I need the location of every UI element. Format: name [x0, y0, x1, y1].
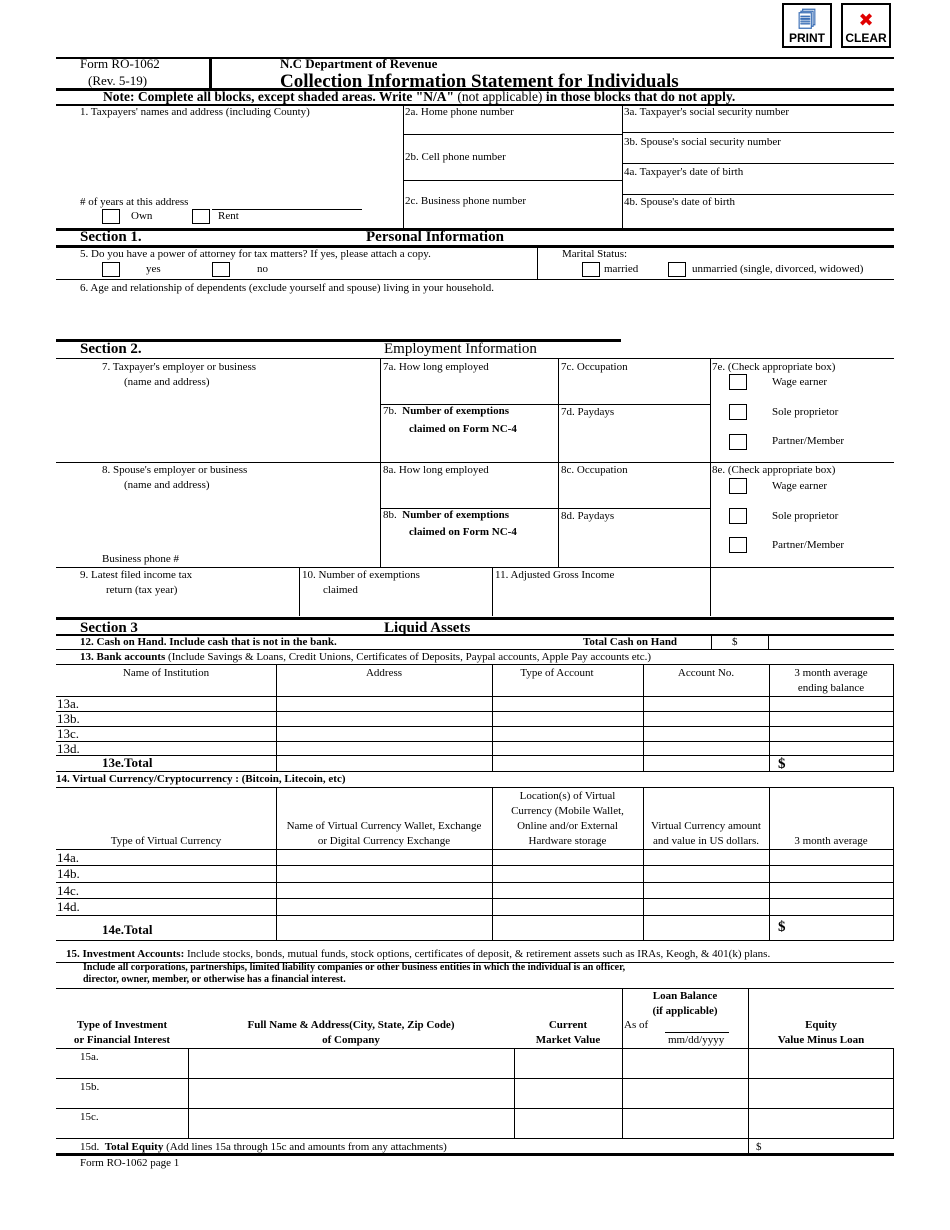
vc-row-label: 14c. [57, 883, 80, 898]
total-cash-label: Total Cash on Hand [583, 636, 678, 648]
spouse-ssn-label: 3b. Spouse's social security number [624, 136, 781, 148]
total-cash-dollar: $ [732, 636, 738, 648]
exemptions8b-sublabel: claimed on Form NC-4 [409, 526, 517, 538]
names-address-label: 1. Taxpayers' names and address (including County) [80, 106, 310, 118]
vc-header-location-3: Online and/or External [517, 820, 618, 832]
vc-header-location-2: Currency (Mobile Wallet, [511, 805, 624, 817]
rent-checkbox[interactable] [192, 209, 210, 224]
virtual-currency-label: 14. Virtual Currency/Cryptocurrency : (Bitcoin, Litecoin, etc) [56, 773, 346, 785]
exemptions8b-label: 8b. Number of exemptions [383, 509, 509, 521]
inv-header-equity: Equity [805, 1019, 837, 1031]
bank-total-label: 13e.Total [102, 755, 153, 770]
print-button[interactable]: 🗐 PRINT [782, 3, 832, 48]
wage-earner7-label: Wage earner [772, 376, 827, 388]
vc-header-wallet-2: or Digital Currency Exchange [317, 835, 451, 847]
wage-earner8-label: Wage earner [772, 480, 827, 492]
marital-status-label: Marital Status: [562, 248, 628, 260]
bank-row-label: 13c. [57, 726, 80, 741]
married-label: married [604, 263, 639, 275]
latest-return-label: 9. Latest filed income tax [80, 569, 193, 581]
home-phone-label: 2a. Home phone number [405, 106, 514, 118]
bank-header-ending: ending balance [797, 682, 865, 694]
section1-title: Personal Information [366, 229, 504, 245]
partner7-label: Partner/Member [772, 435, 845, 447]
vc-header-amount-2: and value in US dollars. [652, 835, 759, 847]
occupation8c-label: 8c. Occupation [561, 464, 628, 476]
occupation7c-label: 7c. Occupation [561, 361, 628, 373]
partner8-checkbox[interactable] [729, 537, 747, 553]
sole-proprietor7-checkbox[interactable] [729, 404, 747, 420]
bank-header-type: Type of Account [520, 667, 594, 679]
check8e-label: 8e. (Check appropriate box) [712, 464, 836, 476]
vc-total-dollar: $ [778, 919, 786, 935]
wage-earner7-checkbox[interactable] [729, 374, 747, 390]
vc-row-label: 14a. [57, 850, 80, 865]
partner8-label: Partner/Member [772, 539, 845, 551]
employer8-label: 8. Spouse's employer or business [102, 464, 248, 476]
vc-header-average: 3 month average [794, 835, 868, 847]
total-equity-dollar: $ [756, 1141, 762, 1153]
poa-yes-checkbox[interactable] [102, 262, 120, 277]
vc-header-type: Type of Virtual Currency [110, 835, 222, 847]
section1-label: Section 1. [80, 229, 142, 245]
vc-header-wallet: Name of Virtual Currency Wallet, Exchange [286, 820, 482, 832]
married-checkbox[interactable] [582, 262, 600, 277]
exemptions7b-label: 7b. Number of exemptions [383, 405, 509, 417]
inv-header-type-2: or Financial Interest [73, 1034, 171, 1046]
footer-page: Form RO-1062 page 1 [80, 1157, 180, 1169]
total-equity-field[interactable] [770, 1140, 892, 1153]
sole-proprietor7-label: Sole proprietor [772, 406, 839, 418]
check7e-label: 7e. (Check appropriate box) [712, 361, 836, 373]
vc-header-amount: Virtual Currency amount [651, 820, 761, 832]
exemptions10-sublabel: claimed [323, 584, 358, 596]
inv-row-label: 15c. [80, 1111, 99, 1123]
clear-button[interactable]: ✖ CLEAR [841, 3, 891, 48]
inv-row-label: 15b. [80, 1081, 100, 1093]
vc-row-label: 14d. [57, 899, 80, 914]
bank-accounts-label: 13. Bank accounts (Include Savings & Loans, Credit Unions, Certificates of Deposits, Paypal accounts, Apple Pay accounts etc.) [80, 651, 652, 663]
ssn-label: 3a. Taxpayer's social security number [624, 106, 790, 118]
vc-header-location: Location(s) of Virtual [519, 790, 616, 802]
power-of-attorney-question: 5. Do you have a power of attorney for tax matters? If yes, please attach a copy. [80, 248, 431, 260]
investment-note-2: director, owner, member, or otherwise has a financial interest. [83, 974, 346, 985]
document-copy-icon: 🗐 [798, 10, 816, 30]
vc-row-label: 14b. [57, 866, 80, 881]
agi-label: 11. Adjusted Gross Income [495, 569, 615, 581]
employer7-label: 7. Taxpayer's employer or business [102, 361, 257, 373]
how-long8a-label: 8a. How long employed [383, 464, 489, 476]
inv-header-company: Full Name & Address(City, State, Zip Code) [247, 1019, 455, 1031]
dependents-field[interactable] [80, 296, 890, 336]
names-address-field[interactable] [80, 120, 400, 190]
business-phone-label: Business phone # [102, 553, 179, 565]
inv-header-loan: Loan Balance [652, 990, 718, 1002]
unmarried-label: unmarried (single, divorced, widowed) [692, 263, 864, 275]
total-equity-label: 15d. Total Equity (Add lines 15a through 15c and amounts from any attachments) [80, 1141, 447, 1153]
business-phone-label: 2c. Business phone number [405, 195, 526, 207]
inv-header-equity-2: Value Minus Loan [777, 1034, 865, 1046]
red-x-icon: ✖ [858, 10, 874, 30]
latest-return-sublabel: return (tax year) [106, 584, 178, 596]
vc-header-location-4: Hardware storage [528, 835, 607, 847]
dependents-label: 6. Age and relationship of dependents (exclude yourself and spouse) living in your household. [80, 282, 494, 294]
own-checkbox[interactable] [102, 209, 120, 224]
inv-row-label: 15a. [80, 1051, 99, 1063]
bank-header-average: 3 month average [794, 667, 868, 679]
poa-yes-label: yes [146, 263, 161, 275]
spouse-dob-label: 4b. Spouse's date of birth [624, 196, 736, 208]
inv-header-company-2: of Company [322, 1034, 380, 1046]
section3-title: Liquid Assets [384, 620, 471, 636]
paydays8d-label: 8d. Paydays [561, 510, 615, 522]
unmarried-checkbox[interactable] [668, 262, 686, 277]
partner7-checkbox[interactable] [729, 434, 747, 450]
inv-header-date-format: mm/dd/yyyy [668, 1034, 725, 1046]
how-long7a-label: 7a. How long employed [383, 361, 489, 373]
section3-label: Section 3 [80, 620, 138, 636]
bank-row-label: 13b. [57, 711, 80, 726]
sole-proprietor8-label: Sole proprietor [772, 510, 839, 522]
employer8-sublabel: (name and address) [124, 479, 210, 491]
bank-row-label: 13d. [57, 741, 80, 756]
vc-total-label: 14e.Total [102, 922, 153, 937]
investment-accounts-label: 15. Investment Accounts: Include stocks, bonds, mutual funds, stock options, certificates of deposit, & retirement assets such as IRAs, Keogh, & 401(k) plans. [66, 948, 771, 960]
section2-label: Section 2. [80, 341, 142, 357]
exemptions7b-sublabel: claimed on Form NC-4 [409, 423, 517, 435]
sole-proprietor8-checkbox[interactable] [729, 508, 747, 524]
exemptions10-label: 10. Number of exemptions [302, 569, 420, 581]
bank-header-address: Address [365, 667, 403, 679]
inv-header-as-of: As of [624, 1019, 649, 1031]
bank-header-institution: Name of Institution [122, 667, 210, 679]
rent-label: Rent [218, 210, 239, 222]
years-at-address-label: # of years at this address [80, 196, 189, 208]
total-cash-field[interactable] [770, 635, 892, 649]
inv-header-market-2: Market Value [535, 1034, 601, 1046]
employer7-sublabel: (name and address) [124, 376, 210, 388]
note-text: Note: Complete all blocks, except shaded areas. Write "N/A" (not applicable) in those blocks that do not apply. [103, 89, 736, 104]
cell-phone-label: 2b. Cell phone number [405, 151, 506, 163]
dob-label: 4a. Taxpayer's date of birth [624, 166, 744, 178]
bank-row-label: 13a. [57, 696, 80, 711]
page-title: Collection Information Statement for Individuals [280, 71, 679, 89]
poa-no-checkbox[interactable] [212, 262, 230, 277]
own-label: Own [131, 210, 153, 222]
inv-header-type: Type of Investment [76, 1019, 168, 1031]
cash-on-hand-label: 12. Cash on Hand. Include cash that is not in the bank. [80, 636, 337, 648]
bank-total-dollar: $ [778, 756, 786, 772]
investment-note: Include all corporations, partnerships, limited liability companies or other business entities in which the individual is an officer, [83, 962, 626, 973]
form-revision: (Rev. 5-19) [88, 73, 148, 88]
bank-header-account-no: Account No. [677, 667, 735, 679]
wage-earner8-checkbox[interactable] [729, 478, 747, 494]
paydays7d-label: 7d. Paydays [561, 406, 615, 418]
section2-title: Employment Information [384, 341, 537, 357]
form-number: Form RO-1062 [80, 56, 160, 71]
department-name: N.C Department of Revenue [280, 56, 438, 71]
inv-header-market: Current [548, 1019, 588, 1031]
poa-no-label: no [257, 263, 268, 275]
inv-header-loan-2: (if applicable) [652, 1005, 718, 1017]
